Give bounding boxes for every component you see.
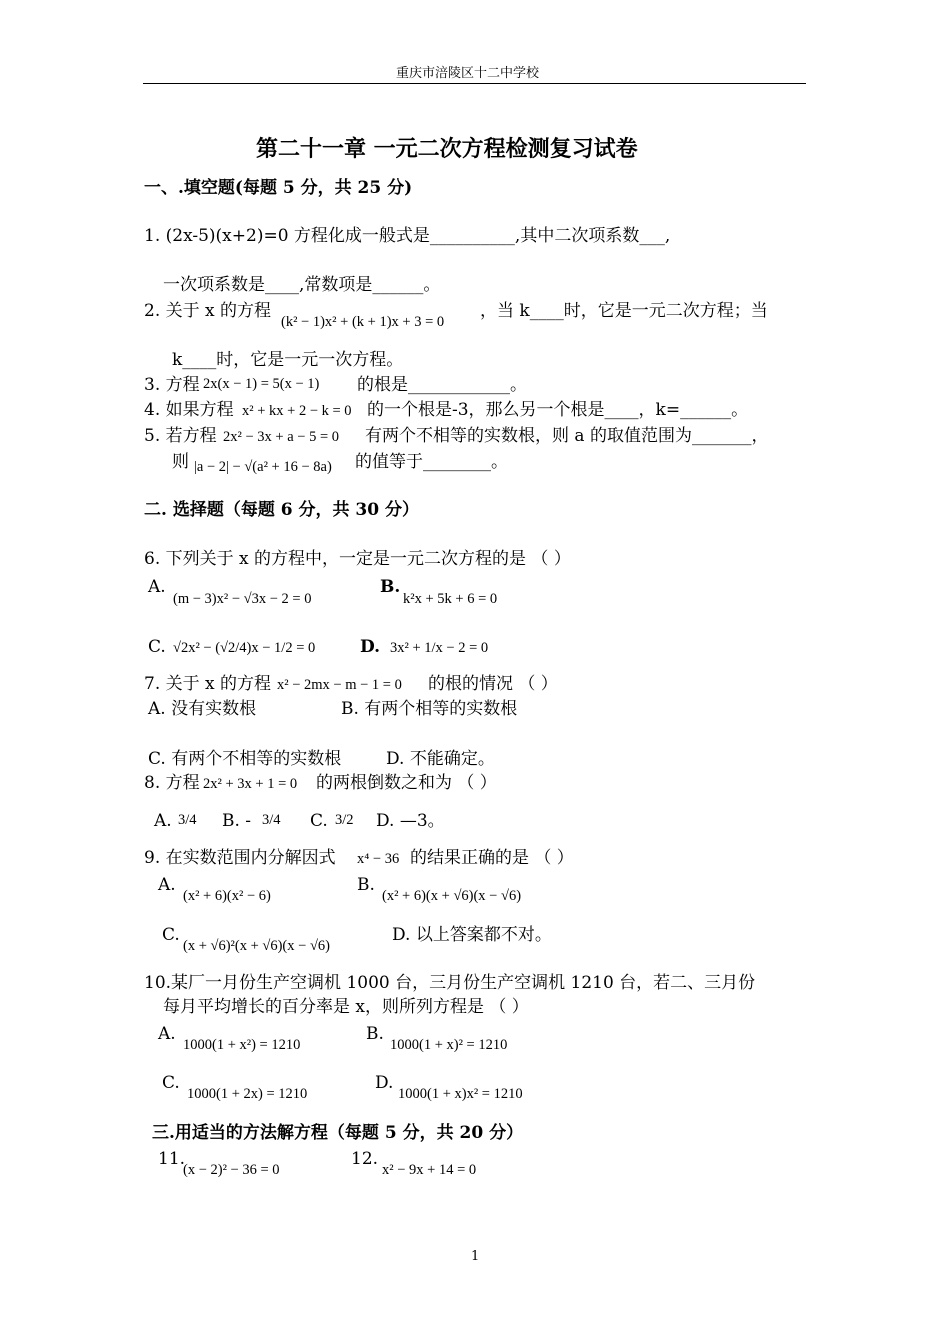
q7-prefix: 7. 关于 x 的方程 bbox=[144, 674, 272, 694]
page-title: 第二十一章 一元二次方程检测复习试卷 bbox=[256, 136, 638, 162]
q4-formula: x² + kx + 2 − k = 0 bbox=[242, 403, 352, 419]
q10-option-c: 1000(1 + 2x) = 1210 bbox=[187, 1086, 308, 1102]
q6-stem: 6. 下列关于 x 的方程中，一定是一元二次方程的是 （ ） bbox=[144, 549, 571, 569]
q9-option-b-label: B. bbox=[357, 875, 375, 895]
q8-suffix: 的两根倒数之和为 （ ） bbox=[316, 773, 497, 793]
q8-option-b-label: B. - bbox=[222, 811, 252, 831]
section2-heading: 二. 选择题（每题 6 分，共 30 分） bbox=[144, 500, 419, 520]
q7-suffix: 的根的情况 （ ） bbox=[428, 674, 558, 694]
q8-formula: 2x² + 3x + 1 = 0 bbox=[203, 776, 298, 792]
q6-option-a: (m − 3)x² − √3x − 2 = 0 bbox=[173, 591, 312, 607]
q9-option-d: D. 以上答案都不对。 bbox=[392, 925, 552, 945]
q5-line2-suffix: 的值等于________。 bbox=[355, 452, 508, 472]
q5-formula: 2x² − 3x + a − 5 = 0 bbox=[223, 429, 339, 445]
q8-option-b: 3/4 bbox=[262, 812, 281, 828]
q8-option-d: D. —3。 bbox=[376, 811, 445, 831]
q7-option-d: D. 不能确定。 bbox=[386, 749, 495, 769]
q2-formula: (k² − 1)x² + (k + 1)x + 3 = 0 bbox=[281, 314, 445, 330]
q6-option-a-label: A. bbox=[148, 577, 166, 597]
q12-equation: x² − 9x + 14 = 0 bbox=[382, 1162, 477, 1178]
q3-suffix: 的根是____________。 bbox=[357, 375, 527, 395]
section3-heading: 三.用适当的方法解方程（每题 5 分，共 20 分） bbox=[152, 1123, 524, 1143]
q8-prefix: 8. 方程 bbox=[144, 773, 200, 793]
q4-suffix: 的一个根是-3，那么另一个根是____，k=______。 bbox=[367, 400, 749, 420]
q6-option-b: k²x + 5k + 6 = 0 bbox=[403, 591, 498, 607]
header-rule bbox=[143, 83, 806, 84]
q10-option-a-label: A. bbox=[158, 1024, 176, 1044]
q9-option-c: (x + √6)²(x + √6)(x − √6) bbox=[183, 938, 330, 954]
q1-line1: 1. (2x-5)(x+2)=0 方程化成一般式是__________,其中二次项系数___, bbox=[144, 226, 671, 246]
q6-option-c: √2x² − (√2/4)x − 1/2 = 0 bbox=[173, 640, 316, 656]
q9-prefix: 9. 在实数范围内分解因式 bbox=[144, 848, 336, 868]
q8-option-c: 3/2 bbox=[335, 812, 354, 828]
q5-formula2: |a − 2| − √(a² + 16 − 8a) bbox=[194, 459, 332, 475]
q10-option-a: 1000(1 + x²) = 1210 bbox=[183, 1037, 301, 1053]
q7-option-b: B. 有两个相等的实数根 bbox=[341, 699, 518, 719]
q9-option-a-label: A. bbox=[158, 875, 176, 895]
q11-equation: (x − 2)² − 36 = 0 bbox=[183, 1162, 280, 1178]
q3-formula: 2x(x − 1) = 5(x − 1) bbox=[203, 376, 320, 392]
q8-option-c-label: C. bbox=[310, 811, 328, 831]
q10-option-d-label: D. bbox=[375, 1073, 394, 1093]
q9-option-c-label: C. bbox=[162, 925, 180, 945]
q2-prefix: 2. 关于 x 的方程 bbox=[144, 301, 272, 321]
q10-option-d: 1000(1 + x)x² = 1210 bbox=[398, 1086, 523, 1102]
q5-suffix: 有两个不相等的实数根，则 a 的取值范围为_______， bbox=[365, 426, 769, 446]
q10-option-c-label: C. bbox=[162, 1073, 180, 1093]
q9-formula: x⁴ − 36 bbox=[357, 851, 400, 867]
q8-option-a: 3/4 bbox=[178, 812, 197, 828]
q7-option-c: C. 有两个不相等的实数根 bbox=[148, 749, 342, 769]
page-number: 1 bbox=[471, 1249, 480, 1264]
page-header: 重庆市涪陵区十二中学校 bbox=[396, 66, 540, 81]
q6-option-d-label: D. bbox=[360, 637, 381, 657]
q10-option-b-label: B. bbox=[366, 1024, 384, 1044]
q10-line1: 10.某厂一月份生产空调机 1000 台，三月份生产空调机 1210 台，若二、三月份 bbox=[144, 973, 756, 993]
q6-option-b-label: B. bbox=[380, 577, 401, 597]
q10-option-b: 1000(1 + x)² = 1210 bbox=[390, 1037, 508, 1053]
q10-line2: 每月平均增长的百分率是 x，则所列方程是 （ ） bbox=[163, 997, 529, 1017]
q2-line2: k____时，它是一元一次方程。 bbox=[172, 350, 404, 370]
q4-prefix: 4. 如果方程 bbox=[144, 400, 234, 420]
section1-heading: 一、.填空题(每题 5 分，共 25 分) bbox=[144, 178, 413, 198]
q6-option-d: 3x² + 1/x − 2 = 0 bbox=[390, 640, 489, 656]
q1-line2: 一次项系数是____,常数项是______。 bbox=[163, 275, 441, 295]
q9-option-a: (x² + 6)(x² − 6) bbox=[183, 888, 271, 904]
q7-option-a: A. 没有实数根 bbox=[148, 699, 257, 719]
q12-label: 12. bbox=[351, 1149, 379, 1169]
q8-option-a-label: A. bbox=[154, 811, 172, 831]
q9-option-b: (x² + 6)(x + √6)(x − √6) bbox=[382, 888, 522, 904]
q3-prefix: 3. 方程 bbox=[144, 375, 200, 395]
q7-formula: x² − 2mx − m − 1 = 0 bbox=[277, 677, 402, 693]
q6-option-c-label: C. bbox=[148, 637, 166, 657]
q11-label: 11. bbox=[158, 1149, 186, 1169]
q5-prefix: 5. 若方程 bbox=[144, 426, 217, 446]
q2-suffix: ，当 k____时，它是一元二次方程；当 bbox=[480, 301, 768, 321]
q5-line2-prefix: 则 bbox=[172, 452, 189, 472]
q9-suffix: 的结果正确的是 （ ） bbox=[410, 848, 574, 868]
